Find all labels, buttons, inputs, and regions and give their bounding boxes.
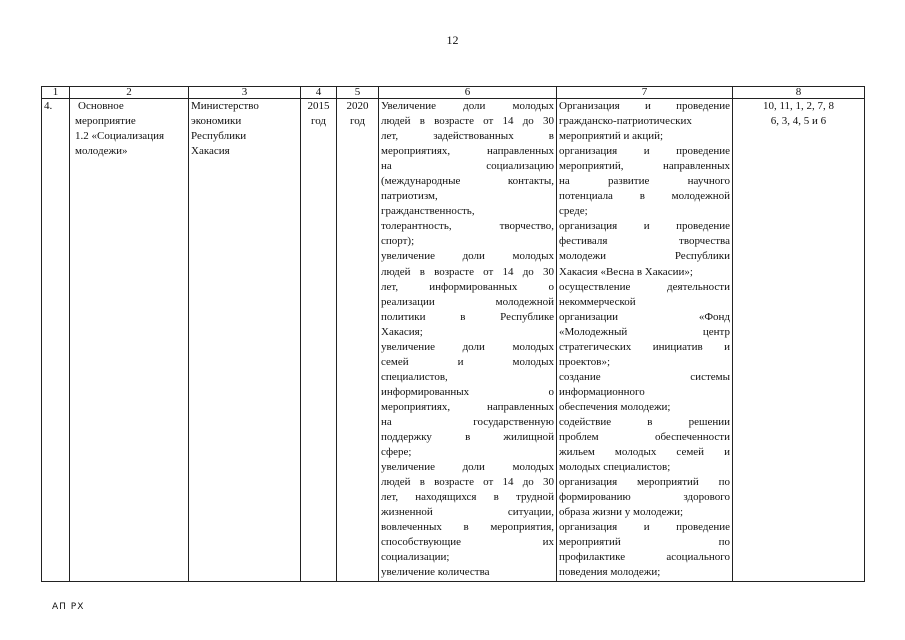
activities-line: поведения молодежи; — [559, 566, 661, 579]
activities-line: профилактике асоциального — [559, 551, 730, 564]
activities-line: организация и проведение — [559, 145, 730, 158]
results-line: патриотизм, — [381, 190, 438, 203]
activities-line: молодых специалистов; — [559, 461, 671, 474]
activities-line: на развитие научного — [559, 175, 730, 188]
results-line: семей и молодых — [381, 355, 554, 368]
activities-line: проектов»; — [559, 355, 611, 368]
event-line: мероприятие — [75, 115, 136, 128]
results-cell — [379, 99, 557, 582]
activities-line: организации «Фонд — [559, 310, 730, 323]
results-line: лет, находящихся в трудной — [381, 491, 554, 504]
end-year: 2020 — [346, 100, 369, 112]
table-row — [42, 99, 865, 582]
activities-line: Хакасия «Весна в Хакасии»; — [559, 265, 693, 278]
results-line: специалистов, — [381, 370, 448, 383]
event-cell — [70, 99, 189, 582]
results-line: гражданственность, — [381, 205, 475, 218]
activities-line: мероприятий по — [559, 536, 730, 549]
results-line: вовлеченных в мероприятия, — [381, 521, 554, 534]
header-col-2: 2 — [70, 87, 189, 99]
results-line: реализации молодежной — [381, 295, 554, 308]
header-col-6: 6 — [379, 87, 557, 99]
results-line: социализации; — [381, 551, 450, 564]
activities-line: содействие в решении — [559, 415, 730, 428]
indicators-line: 6, 3, 4, 5 и 6 — [770, 115, 827, 128]
results-line: людей в возрасте от 14 до 30 — [381, 115, 554, 128]
event-line: 1.2 «Социализация — [75, 130, 165, 143]
end-year-cell — [337, 99, 379, 582]
row-number: 4. — [44, 100, 53, 112]
activities-line: «Молодежный центр — [559, 325, 730, 338]
activities-line: гражданско-патриотических — [559, 115, 692, 128]
header-col-8: 8 — [733, 87, 865, 99]
executor-line: Республики — [191, 130, 247, 143]
activities-line: организация мероприятий по — [559, 476, 730, 489]
header-col-3: 3 — [189, 87, 301, 99]
results-line: (международные контакты, — [381, 175, 554, 188]
activities-line: стратегических инициатив и — [559, 340, 730, 353]
program-table — [41, 86, 865, 582]
activities-line: среде; — [559, 205, 588, 218]
results-line: людей в возрасте от 14 до 30 — [381, 476, 554, 489]
results-line: людей в возрасте от 14 до 30 — [381, 265, 554, 278]
results-line: информированных о — [381, 385, 554, 398]
row-number-cell — [42, 99, 70, 582]
activities-line: осуществление деятельности — [559, 280, 730, 293]
results-line: мероприятиях, направленных — [381, 400, 554, 413]
results-line: спорт); — [381, 235, 415, 248]
results-line: поддержку в жилищной — [381, 431, 554, 444]
results-line: лет, информированных о — [381, 280, 554, 293]
results-line: политики в Республике — [381, 310, 554, 323]
activities-line: обеспечения молодежи; — [559, 400, 671, 413]
activities-line: Организация и проведение — [559, 100, 730, 112]
footer-mark: АП РХ — [52, 602, 85, 612]
activities-line: формированию здорового — [559, 491, 730, 504]
results-line: толерантность, творчество, — [381, 220, 554, 233]
event-line: Основное — [78, 100, 124, 112]
results-line: увеличение доли молодых — [381, 340, 554, 353]
activities-line: образа жизни у молодежи; — [559, 506, 684, 519]
header-col-1: 1 — [42, 87, 70, 99]
activities-line: проблем обеспеченности — [559, 431, 730, 444]
event-line: молодежи» — [75, 145, 128, 158]
results-line: увеличение количества — [381, 566, 490, 579]
end-year-unit: год — [349, 115, 366, 128]
header-col-4: 4 — [301, 87, 337, 99]
results-line: сфере; — [381, 446, 412, 459]
results-line: увеличение доли молодых — [381, 461, 554, 474]
indicators-line: 10, 11, 1, 2, 7, 8 — [762, 100, 835, 112]
activities-line: мероприятий и акций; — [559, 130, 664, 143]
activities-line: организация и проведение — [559, 521, 730, 534]
results-line: способствующие их — [381, 536, 554, 549]
results-line: Хакасия; — [381, 325, 423, 338]
results-line: Увеличение доли молодых — [381, 100, 554, 112]
activities-line: потенциала в молодежной — [559, 190, 730, 203]
results-line: мероприятиях, направленных — [381, 145, 554, 158]
page-number: 12 — [446, 33, 459, 47]
executor-cell — [189, 99, 301, 582]
activities-line: жильем молодых семей и — [559, 446, 730, 459]
results-line: увеличение доли молодых — [381, 250, 554, 263]
executor-line: экономики — [191, 115, 242, 128]
activities-cell — [557, 99, 733, 582]
activities-line: информационного — [559, 385, 645, 398]
activities-line: создание системы — [559, 370, 730, 383]
header-col-7: 7 — [557, 87, 733, 99]
results-line: на социализацию — [381, 160, 554, 173]
start-year-unit: год — [310, 115, 327, 128]
activities-line: мероприятий, направленных — [559, 160, 730, 173]
results-line: лет, задействованных в — [381, 130, 554, 143]
header-row — [42, 87, 865, 99]
results-line: жизненной ситуации, — [381, 506, 554, 519]
activities-line: некоммерческой — [559, 295, 636, 308]
executor-line: Министерство — [191, 100, 259, 112]
activities-line: фестиваля творчества — [559, 235, 730, 248]
start-year: 2015 — [307, 100, 330, 112]
activities-line: организация и проведение — [559, 220, 730, 233]
results-line: на государственную — [381, 415, 554, 428]
indicators-cell — [733, 99, 865, 582]
start-year-cell — [301, 99, 337, 582]
executor-line: Хакасия — [191, 145, 230, 158]
header-col-5: 5 — [337, 87, 379, 99]
activities-line: молодежи Республики — [559, 250, 730, 263]
